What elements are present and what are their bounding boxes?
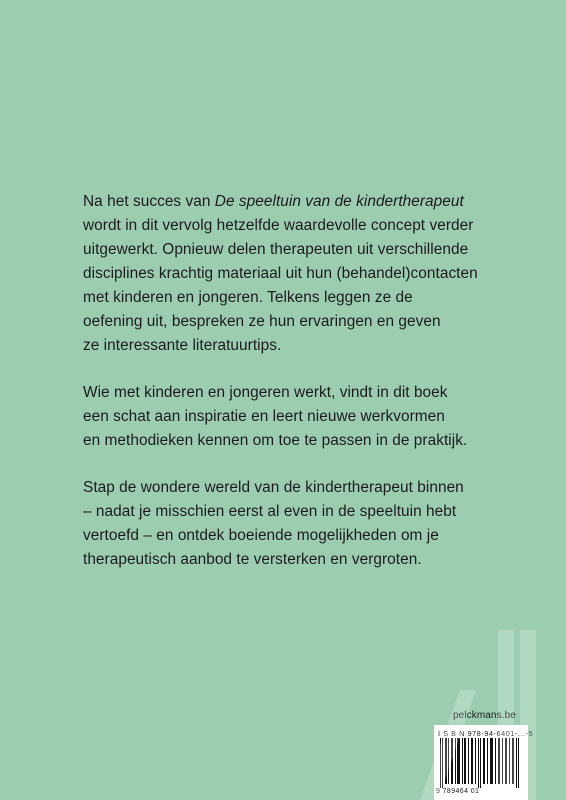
blurb-line: vertoefd – en ontdek boeiende mogelijkheden om je <box>83 527 439 544</box>
blurb-line: een schat aan inspiratie en leert nieuwe werkvormen <box>83 408 445 425</box>
blurb-line: Wie met kinderen en jongeren werkt, vindt in dit boek <box>83 384 448 401</box>
blurb-paragraph-1 <box>83 190 523 358</box>
publisher-url: pelckmans.be <box>453 710 516 721</box>
blurb-paragraph-3 <box>83 476 523 572</box>
blurb-line: met kinderen en jongeren. Telkens leggen ze de <box>83 289 413 306</box>
blurb-line: therapeutisch aanbod te versterken en vergroten. <box>83 551 422 568</box>
isbn-barcode <box>434 725 534 800</box>
blurb-line: – nadat je misschien eerst al even in de speeltuin hebt <box>83 503 457 520</box>
blurb-text <box>83 190 523 572</box>
barcode-bars <box>438 738 524 788</box>
blurb-line: en methodieken kennen om toe te passen in de praktijk. <box>83 432 468 449</box>
blurb-line: oefening uit, bespreken ze hun ervaringen en geven <box>83 313 441 330</box>
blurb-line: disciplines krachtig materiaal uit hun (behandel)contacten <box>83 265 478 282</box>
book-title-reference: De speeltuin van de kindertherapeut <box>214 193 464 210</box>
blurb-line-prefix: Na het succes van <box>83 193 215 210</box>
blurb-line: Stap de wondere wereld van de kindertherapeut binnen <box>83 479 464 496</box>
blurb-line: uitgewerkt. Opnieuw delen therapeuten uit verschillende <box>83 241 469 258</box>
blurb-line: wordt in dit vervolg hetzelfde waardevolle concept verder <box>83 217 474 234</box>
blurb-paragraph-2 <box>83 381 523 453</box>
blurb-line <box>83 190 523 214</box>
isbn-label: I S B N 978-94-6401-...-5 <box>438 729 534 738</box>
barcode-digits: 9 789464 01 <box>436 788 480 795</box>
blurb-line: ze interessante literatuurtips. <box>83 337 282 354</box>
